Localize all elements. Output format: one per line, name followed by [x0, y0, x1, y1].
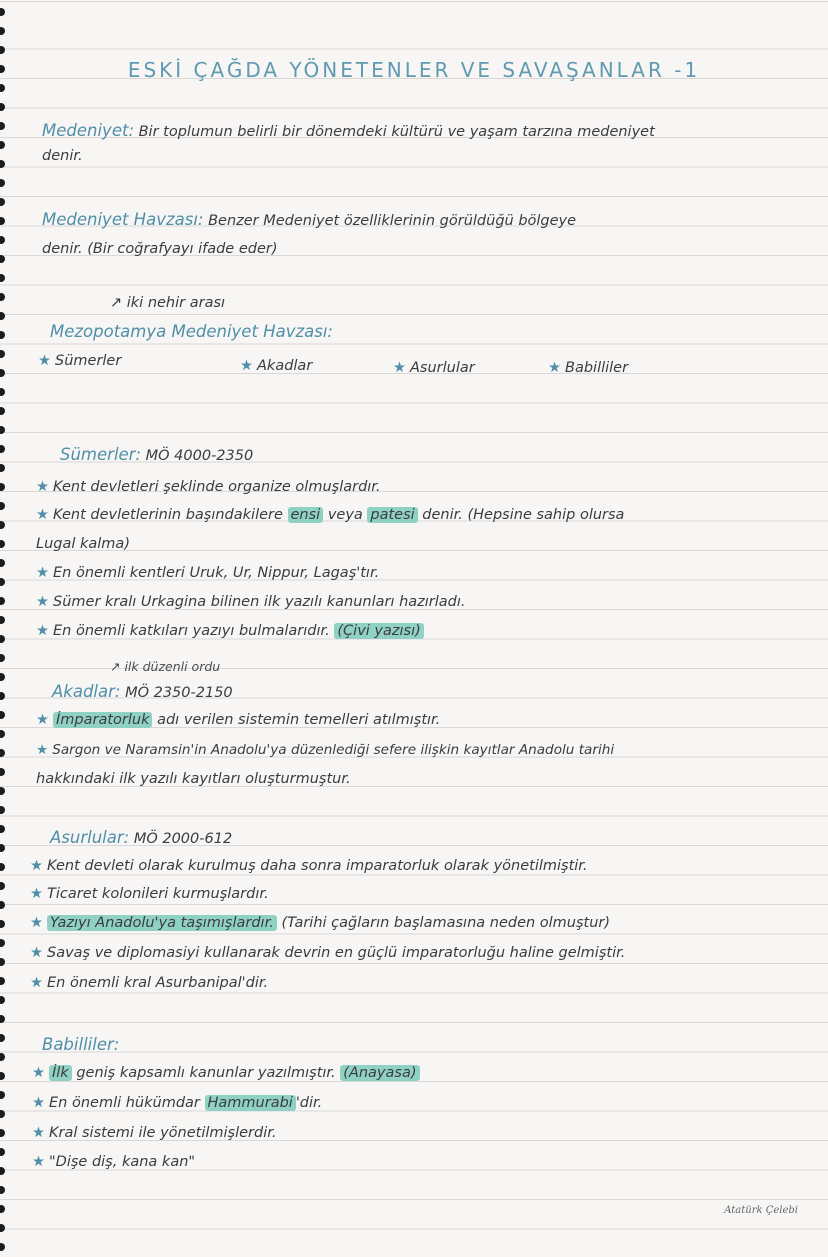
havza-definition	[42, 210, 576, 229]
star-icon: ★	[36, 594, 49, 610]
binder-hole	[0, 179, 5, 187]
medeniyet-definition	[42, 121, 655, 140]
binder-hole	[0, 407, 5, 415]
binder-hole	[0, 236, 5, 244]
havza-line1: Benzer Medeniyet özelliklerinin görüldüğü bölgeye	[208, 213, 577, 229]
star-icon: ★	[32, 1125, 45, 1141]
binder-hole	[0, 274, 5, 282]
binder-hole	[0, 502, 5, 510]
star-icon: ★	[36, 712, 49, 728]
star-icon: ★	[32, 1154, 45, 1170]
star-icon: ★	[36, 479, 49, 495]
list-item: ★ Kral sistemi ile yönetilmişlerdir.	[32, 1125, 277, 1141]
list-item: ★ En önemli katkıları yazıyı bulmalarıdır. (Çivi yazısı)	[36, 623, 424, 639]
mezopotamya-item: ★ Asurlular	[393, 360, 475, 376]
binder-hole	[0, 863, 5, 871]
highlight-civi-yazisi: (Çivi yazısı)	[334, 623, 423, 639]
binder-hole	[0, 939, 5, 947]
binder-hole	[0, 1129, 5, 1137]
star-icon: ★	[32, 1095, 45, 1111]
highlight-hammurabi: Hammurabi	[205, 1095, 296, 1111]
binder-hole	[0, 426, 5, 434]
list-item: ★ İlk geniş kapsamlı kanunlar yazılmıştır. (Anayasa)	[32, 1065, 420, 1081]
binder-hole	[0, 578, 5, 586]
binder-hole	[0, 483, 5, 491]
binder-hole	[0, 350, 5, 358]
binder-hole	[0, 825, 5, 833]
binder-hole	[0, 331, 5, 339]
akadlar-heading	[52, 682, 233, 701]
star-icon: ★	[30, 945, 43, 961]
binder-hole	[0, 882, 5, 890]
binder-hole	[0, 122, 5, 130]
star-icon: ★	[393, 360, 406, 376]
medeniyet-label: Medeniyet:	[42, 121, 134, 140]
list-item: ★ Sargon ve Naramsin'in Anadolu'ya düzenlediği sefere ilişkin kayıtlar Anadolu tarihi	[36, 742, 615, 758]
binder-hole	[0, 616, 5, 624]
binder-hole	[0, 730, 5, 738]
mezopotamya-item: ★ Akadlar	[240, 358, 313, 374]
binder-hole	[0, 1205, 5, 1213]
binder-hole	[0, 806, 5, 814]
binder-hole	[0, 464, 5, 472]
sumerler-dates: MÖ 4000-2350	[145, 448, 254, 464]
highlight-imparatorluk: İmparatorluk	[53, 712, 152, 728]
medeniyet-line1: Bir toplumun belirli bir dönemdeki kültürü ve yaşam tarzına medeniyet	[138, 124, 655, 140]
list-item: ★ En önemli hükümdar Hammurabi 'dir.	[32, 1095, 323, 1111]
mezopotamya-title: Mezopotamya Medeniyet Havzası:	[50, 322, 333, 341]
binder-hole	[0, 255, 5, 263]
binder-hole	[0, 654, 5, 662]
binder-hole	[0, 597, 5, 605]
star-icon: ★	[30, 886, 43, 902]
binder-hole	[0, 540, 5, 548]
binder-hole	[0, 46, 5, 54]
akadlar-note: ↗ ilk düzenli ordu	[110, 659, 221, 674]
highlight-yazi-anadolu: Yazıyı Anadolu'ya taşımışlardır.	[47, 915, 277, 931]
asurlular-dates: MÖ 2000-612	[133, 831, 233, 847]
list-item-continuation: Lugal kalma)	[36, 536, 130, 552]
star-icon: ★	[548, 360, 561, 376]
binder-hole	[0, 1186, 5, 1194]
binder-hole	[0, 521, 5, 529]
list-item: ★ "Dişe diş, kana kan"	[32, 1154, 196, 1170]
binder-hole	[0, 103, 5, 111]
binder-hole	[0, 1072, 5, 1080]
list-item: ★ Kent devletleri şeklinde organize olmuşlardır.	[36, 479, 381, 495]
binder-hole	[0, 920, 5, 928]
list-item: ★ Kent devleti olarak kurulmuş daha sonra imparatorluk olarak yönetilmiştir.	[30, 858, 588, 874]
asurlular-heading	[50, 828, 232, 847]
havza-label: Medeniyet Havzası:	[42, 210, 204, 229]
sumerler-title: Sümerler:	[60, 445, 142, 464]
star-icon: ★	[32, 1065, 45, 1081]
highlight-anayasa: (Anayasa)	[340, 1065, 419, 1081]
binder-hole	[0, 84, 5, 92]
binder-hole	[0, 787, 5, 795]
binder-hole	[0, 635, 5, 643]
binder-hole	[0, 160, 5, 168]
binder-hole	[0, 977, 5, 985]
binder-hole	[0, 844, 5, 852]
list-item: ★ Sümer kralı Urkagina bilinen ilk yazılı kanunları hazırladı.	[36, 594, 466, 610]
binder-hole	[0, 312, 5, 320]
star-icon: ★	[36, 742, 49, 758]
binder-hole	[0, 692, 5, 700]
binder-hole	[0, 559, 5, 567]
binder-hole	[0, 711, 5, 719]
binder-hole	[0, 996, 5, 1004]
binder-hole	[0, 958, 5, 966]
binder-hole	[0, 293, 5, 301]
binder-hole	[0, 768, 5, 776]
akadlar-title: Akadlar:	[52, 682, 121, 701]
binder-hole	[0, 1091, 5, 1099]
list-item: ★ En önemli kral Asurbanipal'dir.	[30, 975, 269, 991]
binder-hole	[0, 1224, 5, 1232]
binder-hole	[0, 1110, 5, 1118]
list-item: ★ Kent devletlerinin başındakilere ensi veya patesi denir. (Hepsine sahip olursa	[36, 507, 625, 523]
list-item: ★ En önemli kentleri Uruk, Ur, Nippur, Lagaş'tır.	[36, 565, 380, 581]
babilliler-title: Babilliler:	[42, 1035, 120, 1054]
list-item-continuation: hakkındaki ilk yazılı kayıtları oluşturmuştur.	[36, 771, 351, 787]
star-icon: ★	[240, 358, 253, 374]
binder-hole	[0, 1053, 5, 1061]
list-item: ★ İmparatorluk adı verilen sistemin temelleri atılmıştır.	[36, 712, 441, 728]
star-icon: ★	[30, 858, 43, 874]
binder-hole	[0, 388, 5, 396]
binder-hole	[0, 27, 5, 35]
medeniyet-line2: denir.	[42, 148, 83, 164]
binder-hole	[0, 673, 5, 681]
binder-hole	[0, 1243, 5, 1251]
sumerler-heading	[60, 445, 253, 464]
binder-hole	[0, 141, 5, 149]
binder-hole	[0, 749, 5, 757]
binder-hole	[0, 1015, 5, 1023]
star-icon: ★	[30, 975, 43, 991]
binder-hole	[0, 8, 5, 16]
list-item: ★ Yazıyı Anadolu'ya taşımışlardır. (Tarihi çağların başlamasına neden olmuştur)	[30, 915, 611, 931]
binder-hole	[0, 1148, 5, 1156]
akadlar-dates: MÖ 2350-2150	[125, 685, 233, 701]
mezopotamya-note: ↗ iki nehir arası	[110, 295, 226, 311]
binder-holes	[0, 0, 8, 1257]
mezopotamya-item: ★ Babilliler	[548, 360, 629, 376]
star-icon: ★	[36, 565, 49, 581]
list-item: ★ Savaş ve diplomasiyi kullanarak devrin en güçlü imparatorluğu haline gelmiştir.	[30, 945, 626, 961]
star-icon: ★	[36, 507, 49, 523]
binder-hole	[0, 198, 5, 206]
binder-hole	[0, 901, 5, 909]
signature: Atatürk Çelebi	[724, 1205, 798, 1216]
star-icon: ★	[38, 353, 51, 369]
binder-hole	[0, 1167, 5, 1175]
page-title: ESKİ ÇAĞDA YÖNETENLER VE SAVAŞANLAR -1	[127, 58, 701, 82]
binder-hole	[0, 1034, 5, 1042]
havza-line2: denir. (Bir coğrafyayı ifade eder)	[42, 241, 278, 257]
binder-hole	[0, 217, 5, 225]
binder-hole	[0, 445, 5, 453]
star-icon: ★	[30, 915, 43, 931]
list-item: ★ Ticaret kolonileri kurmuşlardır.	[30, 886, 269, 902]
highlight-ilk: İlk	[49, 1065, 72, 1081]
highlight-patesi: patesi	[367, 507, 417, 523]
highlight-ensi: ensi	[288, 507, 324, 523]
asurlular-title: Asurlular:	[50, 828, 130, 847]
star-icon: ★	[36, 623, 49, 639]
mezopotamya-item: ★ Sümerler	[38, 353, 122, 369]
binder-hole	[0, 369, 5, 377]
